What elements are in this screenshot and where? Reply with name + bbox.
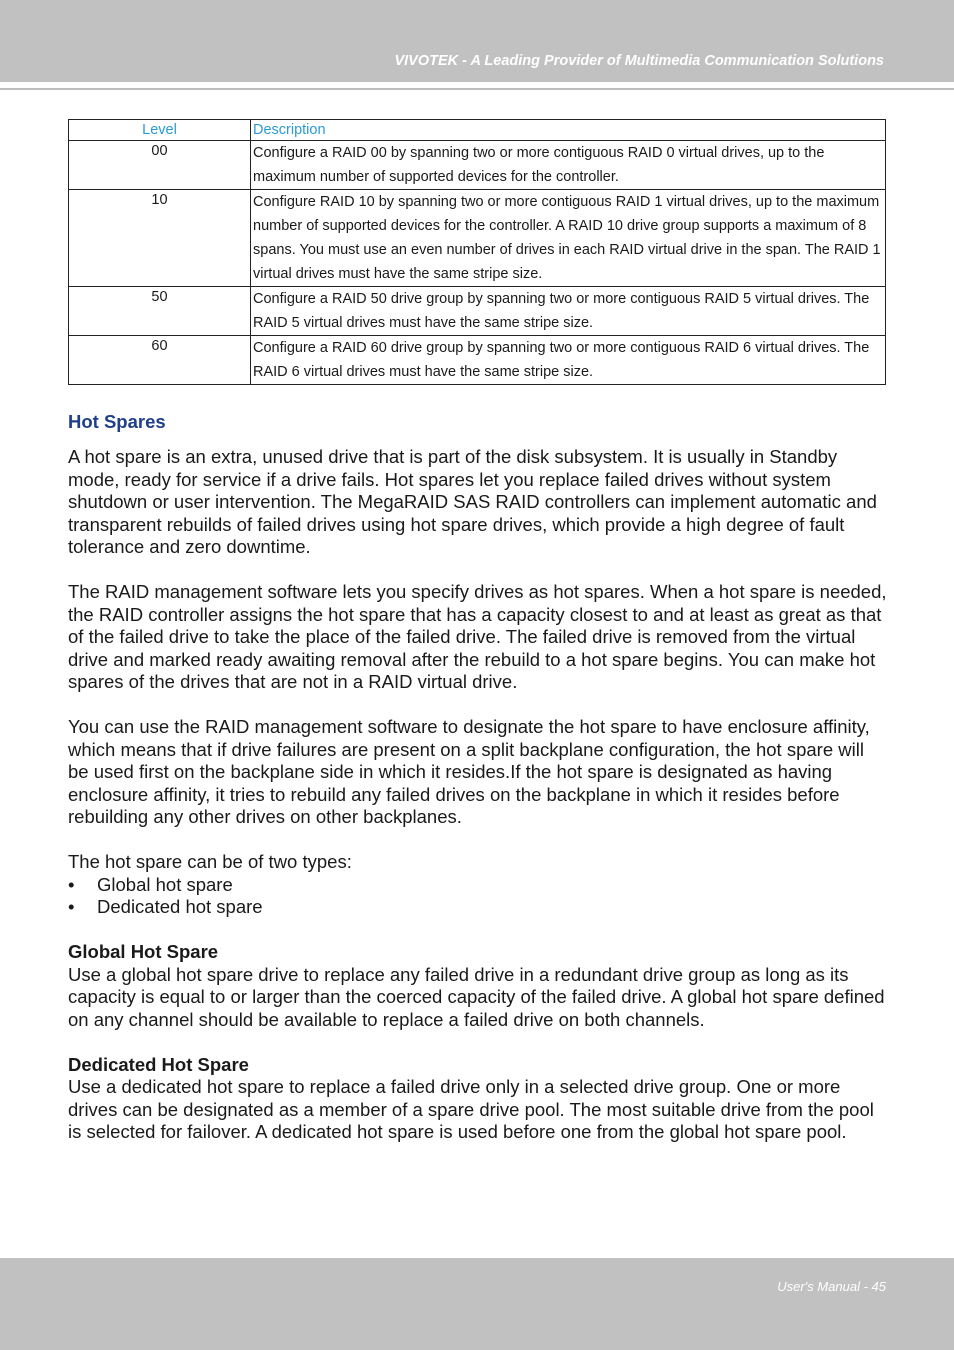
page-header [0, 0, 954, 82]
column-header-description: Description [251, 120, 886, 141]
types-intro: The hot spare can be of two types: [68, 851, 352, 872]
global-hot-spare-text: Use a global hot spare drive to replace any failed drive in a redundant drive group as long as its capacity is equal to or larger than the coerced capacity of the failed drive. A global hot spare defined on any channel should be available to replace a failed drive on both channels. [68, 963, 885, 1030]
raid-level-cell: 50 [69, 287, 251, 336]
body-paragraph: You can use the RAID management software to designate the hot spare to have enclosure affinity, which means that if drive failures are present on a split backplane configuration, the hot spare will be used first on the backplane side in which it resides.If the hot spare is designated as having enclosure affinity, it tries to rebuild any failed drives on the backplane in which it resides before rebuilding any other drives on other backplanes. [68, 716, 870, 827]
table-row [69, 336, 886, 385]
raid-description-cell: Configure a RAID 00 by spanning two or more contiguous RAID 0 virtual drives, up to the maximum number of supported devices for the controller. [251, 141, 886, 190]
dedicated-hot-spare-text: Use a dedicated hot spare to replace a failed drive only in a selected drive group. One or more drives can be designated as a member of a spare drive pool. The most suitable drive from the pool is selected for failover. A dedicated hot spare is used before one from the global hot spare pool. [68, 1076, 874, 1142]
raid-level-table [68, 119, 886, 385]
raid-level-cell: 60 [69, 336, 251, 385]
table-row [69, 287, 886, 336]
column-header-level: Level [69, 120, 251, 141]
section-title: Hot Spares [68, 411, 166, 432]
table-row [69, 141, 886, 190]
raid-description-cell: Configure a RAID 60 drive group by spanning two or more contiguous RAID 6 virtual drives. The RAID 6 virtual drives must have the same stripe size. [251, 336, 886, 385]
header-divider [0, 88, 954, 90]
body-paragraph: The RAID management software lets you specify drives as hot spares. When a hot spare is needed, the RAID controller assigns the hot spare that has a capacity closest to and at least as great as that of the failed drive to take the place of the failed drive. The failed drive is removed from the virtual drive and marked ready awaiting removal after the rebuild to a hot spare begins. You can make hot spares of the drives that are not in a RAID virtual drive. [68, 581, 887, 692]
table-header-row [69, 120, 886, 141]
header-title: VIVOTEK - A Leading Provider of Multimedia Communication Solutions [394, 53, 884, 69]
global-hot-spare-heading: Global Hot Spare [68, 941, 219, 962]
raid-level-cell: 10 [69, 190, 251, 287]
raid-description-cell: Configure a RAID 50 drive group by spanning two or more contiguous RAID 5 virtual drives. The RAID 5 virtual drives must have the same stripe size. [251, 287, 886, 336]
body-paragraph: A hot spare is an extra, unused drive that is part of the disk subsystem. It is usually in Standby mode, ready for service if a drive fails. Hot spares let you replace failed drives without system shutdown or user intervention. The MegaRAID SAS RAID controllers can implement automatic and transparent rebuilds of failed drives using hot spare drives, which provide a high degree of fault tolerance and zero downtime. [68, 446, 877, 557]
raid-level-cell: 00 [69, 141, 251, 190]
page-number: User's Manual - 45 [777, 1279, 886, 1294]
list-item: • Dedicated hot spare [68, 896, 888, 919]
raid-description-cell: Configure RAID 10 by spanning two or more contiguous RAID 1 virtual drives, up to the maximum number of supported devices for the controller. A RAID 10 drive group supports a maximum of 8 spans. You must use an even number of drives in each RAID virtual drive in the span. The RAID 1 virtual drives must have the same stripe size. [251, 190, 886, 287]
main-content [68, 410, 888, 1144]
hot-spare-types-list [68, 874, 888, 919]
list-item: • Global hot spare [68, 874, 888, 897]
dedicated-hot-spare-heading: Dedicated Hot Spare [68, 1053, 249, 1075]
table-row [69, 190, 886, 287]
page-footer [0, 1258, 954, 1350]
